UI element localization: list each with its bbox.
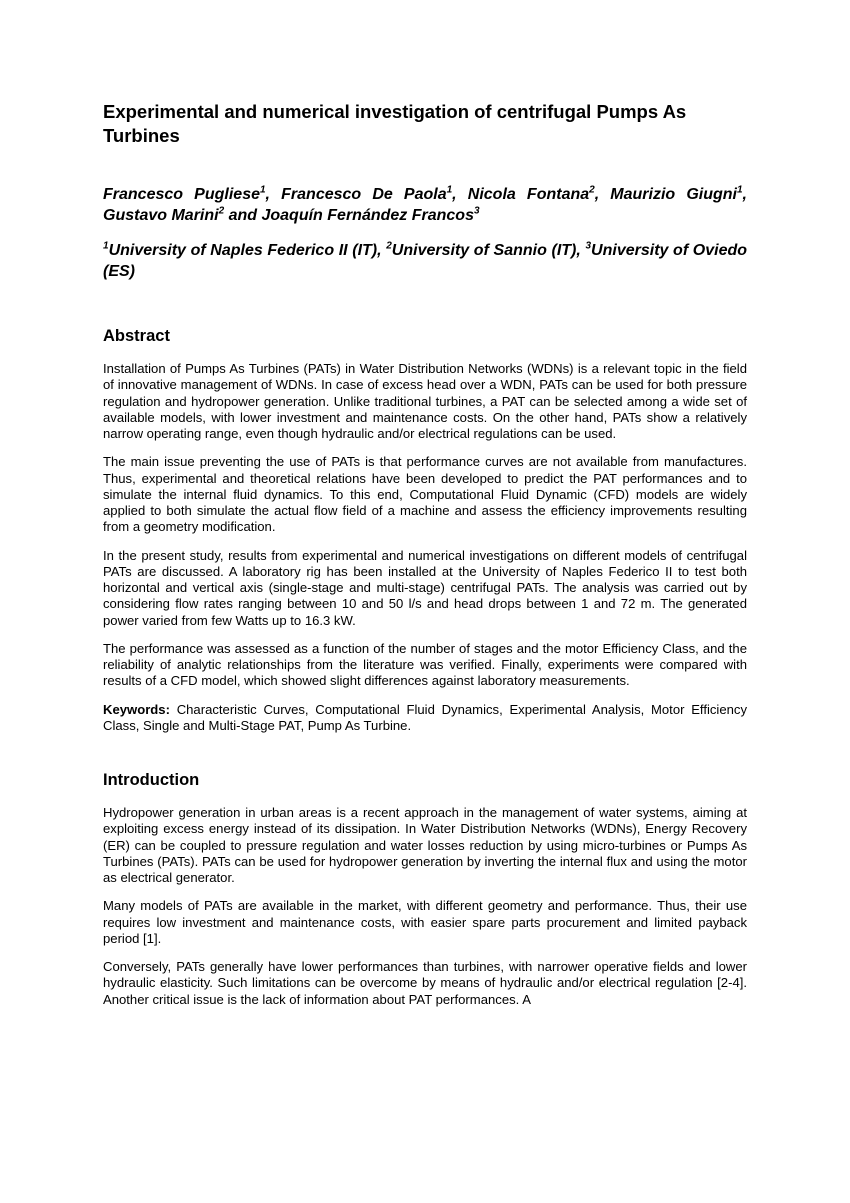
keywords-text: Characteristic Curves, Computational Fluid Dynamics, Experimental Analysis, Motor Efficiency Class, Single and Multi-Stage PAT, Pump As Turbine. [103, 701, 747, 733]
introduction-paragraph: Conversely, PATs generally have lower performances than turbines, with narrower operative fields and lower hydraulic elasticity. Such limitations can be overcome by means of hydraulic and/or electrical regulation [2-4]. Another critical issue is the lack of information about PAT performances. A [103, 959, 747, 1007]
introduction-paragraph: Hydropower generation in urban areas is a recent approach in the management of water systems, aiming at exploiting excess energy instead of its dissipation. In Water Distribution Networks (WDNs), Energy Recovery (ER) can be coupled to pressure regulation and water losses reduction by using micro-turbines or Pumps As Turbines (PATs). PATs can be used for hydropower generation by inverting the internal flux and using the motor as electrical generator. [103, 805, 747, 885]
author-name: Nicola Fontana [467, 186, 590, 203]
abstract-paragraph: In the present study, results from experimental and numerical investigations on different models of centrifugal PATs are discussed. A laboratory rig has been installed at the University of Naples Federico II to test both horizontal and vertical axis (single-stage and multi-stage) centrifugal PATs. The analysis was carried out by considering flow rates ranging between 10 and 50 l/s and head drops between 1 and 72 m. The generated power varied from few Watts up to 16.3 kW. [103, 547, 747, 628]
affiliation-separator: , [576, 242, 586, 259]
affiliation-name: University of Naples Federico II (IT) [108, 242, 378, 259]
affiliation-mark: 3 [585, 240, 592, 252]
author-affiliation-mark: 1 [446, 184, 453, 196]
author-name: Francesco De Paola [281, 186, 447, 203]
affiliation-list [103, 240, 747, 282]
author-separator: and [224, 207, 262, 224]
abstract-paragraph: The performance was assessed as a function of the number of stages and the motor Efficiency Class, and the reliability of analytic relationships from the literature was verified. Finally, experiments were compared with results of a CFD model, which showed slight differences against laboratory measurements. [103, 640, 747, 689]
author-name: Francesco Pugliese [103, 186, 260, 203]
paper-page [103, 100, 747, 1020]
author-affiliation-mark: 1 [259, 184, 266, 196]
author-affiliation-mark: 2 [589, 184, 595, 196]
author-separator: , [594, 186, 611, 203]
introduction-heading: Introduction [103, 771, 200, 789]
author-affiliation-mark: 1 [736, 184, 743, 196]
author-separator: , [265, 186, 282, 203]
affiliation-separator: , [377, 242, 387, 259]
author-name: Maurizio Giugni [610, 186, 737, 203]
affiliation-mark: 1 [103, 240, 109, 252]
affiliation-name: University of Sannio (IT) [391, 242, 577, 259]
keywords-label: Keywords: [103, 701, 170, 717]
author-affiliation-mark: 3 [473, 205, 480, 217]
author-separator: , [742, 186, 747, 203]
abstract-paragraph: The main issue preventing the use of PATs is that performance curves are not available from manufactures. Thus, experimental and theoretical relations have been developed to predict the PAT performances and to simulate the internal fluid dynamics. To this end, Computational Fluid Dynamic (CFD) models are widely applied to both simulate the actual flow field of a machine and assess the efficiency improvements resulting from a geometry modification. [103, 454, 747, 535]
affiliation-mark: 2 [386, 240, 392, 252]
introduction-paragraph: Many models of PATs are available in the market, with different geometry and performance. Thus, their use requires low investment and maintenance costs, with easier spare parts procurement and limited payback period [1]. [103, 898, 747, 946]
author-list [103, 184, 747, 226]
keywords [103, 702, 747, 735]
affiliation-name: University of Oviedo (ES) [103, 242, 748, 280]
author-name: Joaquín Fernández Francos [261, 207, 474, 224]
author-separator: , [452, 186, 468, 203]
paper-title: Experimental and numerical investigation of centrifugal Pumps As Turbines [103, 101, 687, 146]
author-affiliation-mark: 2 [218, 205, 225, 217]
abstract-paragraph: Installation of Pumps As Turbines (PATs) in Water Distribution Networks (WDNs) is a relevant topic in the field of innovative management of WDNs. In case of excess head over a WDN, PATs can be used for both pressure regulation and hydropower generation. Unlike traditional turbines, a PAT can be selected among a wide set of available models, with lower investment and maintenance costs. On the other hand, PATs show a relatively narrow operating range, even though hydraulic and/or electrical regulations can be used. [103, 361, 747, 441]
abstract-heading: Abstract [103, 327, 170, 345]
author-name: Gustavo Marini [103, 207, 219, 224]
